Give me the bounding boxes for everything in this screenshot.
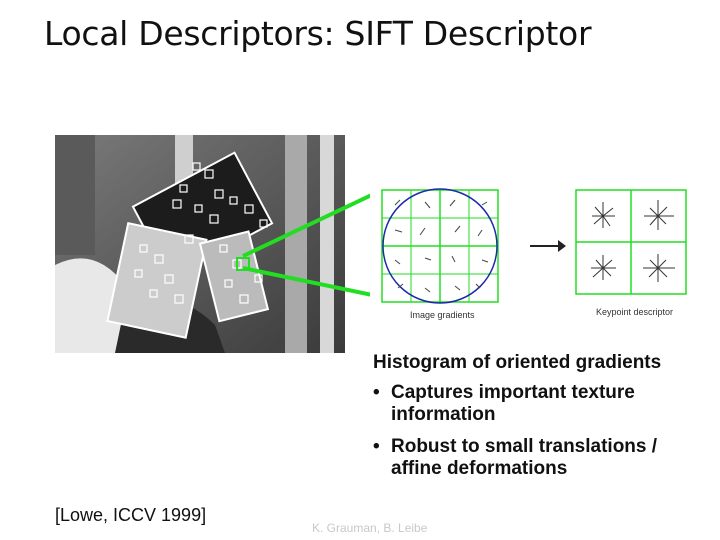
citation: [Lowe, ICCV 1999] bbox=[55, 505, 207, 525]
description-block bbox=[373, 352, 703, 490]
image-gradients-label: Image gradients bbox=[410, 310, 475, 320]
slide-title: Local Descriptors: SIFT Descriptor bbox=[44, 14, 592, 53]
keypoint-descriptor-label: Keypoint descriptor bbox=[596, 307, 674, 317]
sift-figure bbox=[370, 180, 690, 325]
description-heading: Histogram of oriented gradients bbox=[373, 352, 662, 373]
bullet-dot-icon: • bbox=[373, 436, 380, 457]
bullet-text: Captures important texture information bbox=[391, 382, 635, 425]
bullet-item bbox=[373, 382, 703, 426]
bullet-dot-icon: • bbox=[373, 382, 380, 403]
credit-text: K. Grauman, B. Leibe bbox=[312, 521, 428, 535]
bullet-text: Robust to small translations / affine deformations bbox=[391, 436, 658, 479]
bullet-item bbox=[373, 436, 703, 480]
